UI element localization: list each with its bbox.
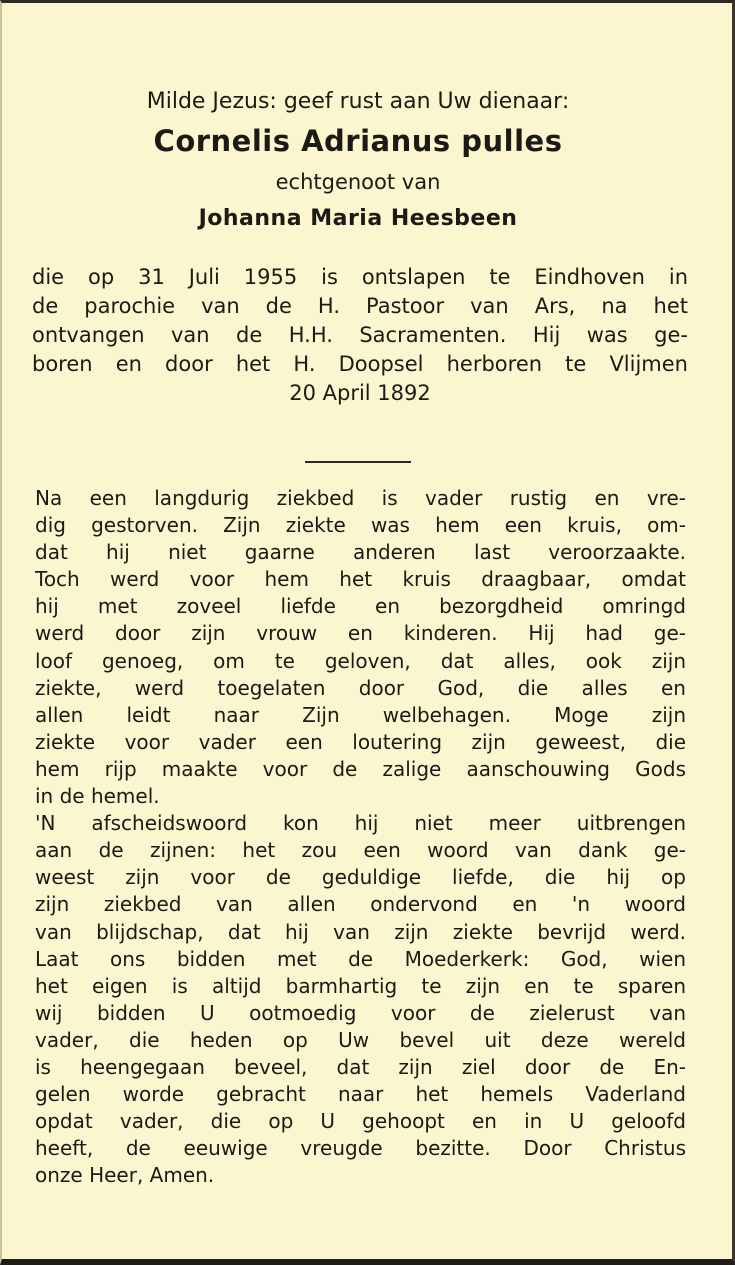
invocation-text: Milde Jezus: geef rust aan Uw dienaar: (146, 89, 570, 114)
prayer-line: ziekte, werd toegelaten door God, die alles en (35, 675, 686, 700)
prayer-line: dat hij niet gaarne anderen last veroorzaakte. (35, 540, 686, 565)
death-announcement (32, 263, 688, 408)
prayer-line: weest zijn voor de geduldige liefde, die hij op (35, 865, 686, 890)
prayer-line: het eigen is altijd barmhartig te zijn en te sparen (35, 973, 686, 998)
prayer-line: zijn ziekbed van allen ondervond en 'n woord (35, 892, 686, 917)
prayer-line: hem rijp maakte voor de zalige aanschouwing Gods (35, 756, 686, 781)
prayer-line: Na een langdurig ziekbed is vader rustig en vre- (35, 486, 686, 510)
prayer-line: is heengegaan beveel, dat zijn ziel door de En- (35, 1054, 686, 1079)
prayer-line: ziekte voor vader een loutering zijn geweest, die (35, 729, 686, 754)
prayer-line: van blijdschap, dat hij van zijn ziekte bevrijd werd. (35, 919, 686, 944)
card-header (30, 85, 686, 239)
spouse-label: echtgenoot van (275, 170, 441, 194)
prayer-line: allen leidt naar Zijn welbehagen. Moge zijn (35, 702, 686, 727)
prayer-line: opdat vader, die op U gehoopt en in U geloofd (35, 1109, 686, 1134)
prayer-line: Toch werd voor hem het kruis draagbaar, omdat (35, 567, 686, 592)
birth-date: 20 April 1892 (289, 381, 431, 405)
prayer-line: in de hemel. (35, 784, 160, 809)
prayer-text (35, 485, 686, 1189)
spouse-name: Johanna Maria Heesbeen (198, 206, 518, 231)
prayer-line: hij met zoveel liefde en bezorgdheid omringd (35, 594, 686, 619)
prayer-line: onze Heer, Amen. (35, 1163, 215, 1188)
announcement-line: ontvangen van de H.H. Sacramenten. Hij was ge- (32, 323, 688, 347)
prayer-line: werd door zijn vrouw en kinderen. Hij had ge- (35, 621, 686, 646)
announcement-line: de parochie van de H. Pastoor van Ars, na het (32, 294, 688, 318)
announcement-line: die op 31 Juli 1955 is ontslapen te Eindhoven in (32, 265, 688, 289)
prayer-line: dig gestorven. Zijn ziekte was hem een kruis, om- (35, 513, 686, 538)
prayer-line: wij bidden U ootmoedig voor de zielerust van (35, 1000, 686, 1025)
prayer-line: loof genoeg, om te geloven, dat alles, ook zijn (35, 648, 686, 673)
prayer-line: gelen worde gebracht naar het hemels Vaderland (35, 1082, 686, 1107)
announcement-line: boren en door het H. Doopsel herboren te Vlijmen (32, 352, 688, 376)
prayer-line: 'N afscheidswoord kon hij niet meer uitbrengen (35, 811, 686, 836)
prayer-line: aan de zijnen: het zou een woord van dank ge- (35, 838, 686, 863)
section-divider (305, 461, 411, 463)
deceased-name: Cornelis Adrianus pulles (153, 124, 563, 158)
prayer-line: vader, die heden op Uw bevel uit deze wereld (35, 1027, 686, 1052)
prayer-line: Laat ons bidden met de Moederkerk: God, wien (35, 946, 686, 971)
prayer-line: heeft, de eeuwige vreugde bezitte. Door Christus (35, 1136, 686, 1161)
